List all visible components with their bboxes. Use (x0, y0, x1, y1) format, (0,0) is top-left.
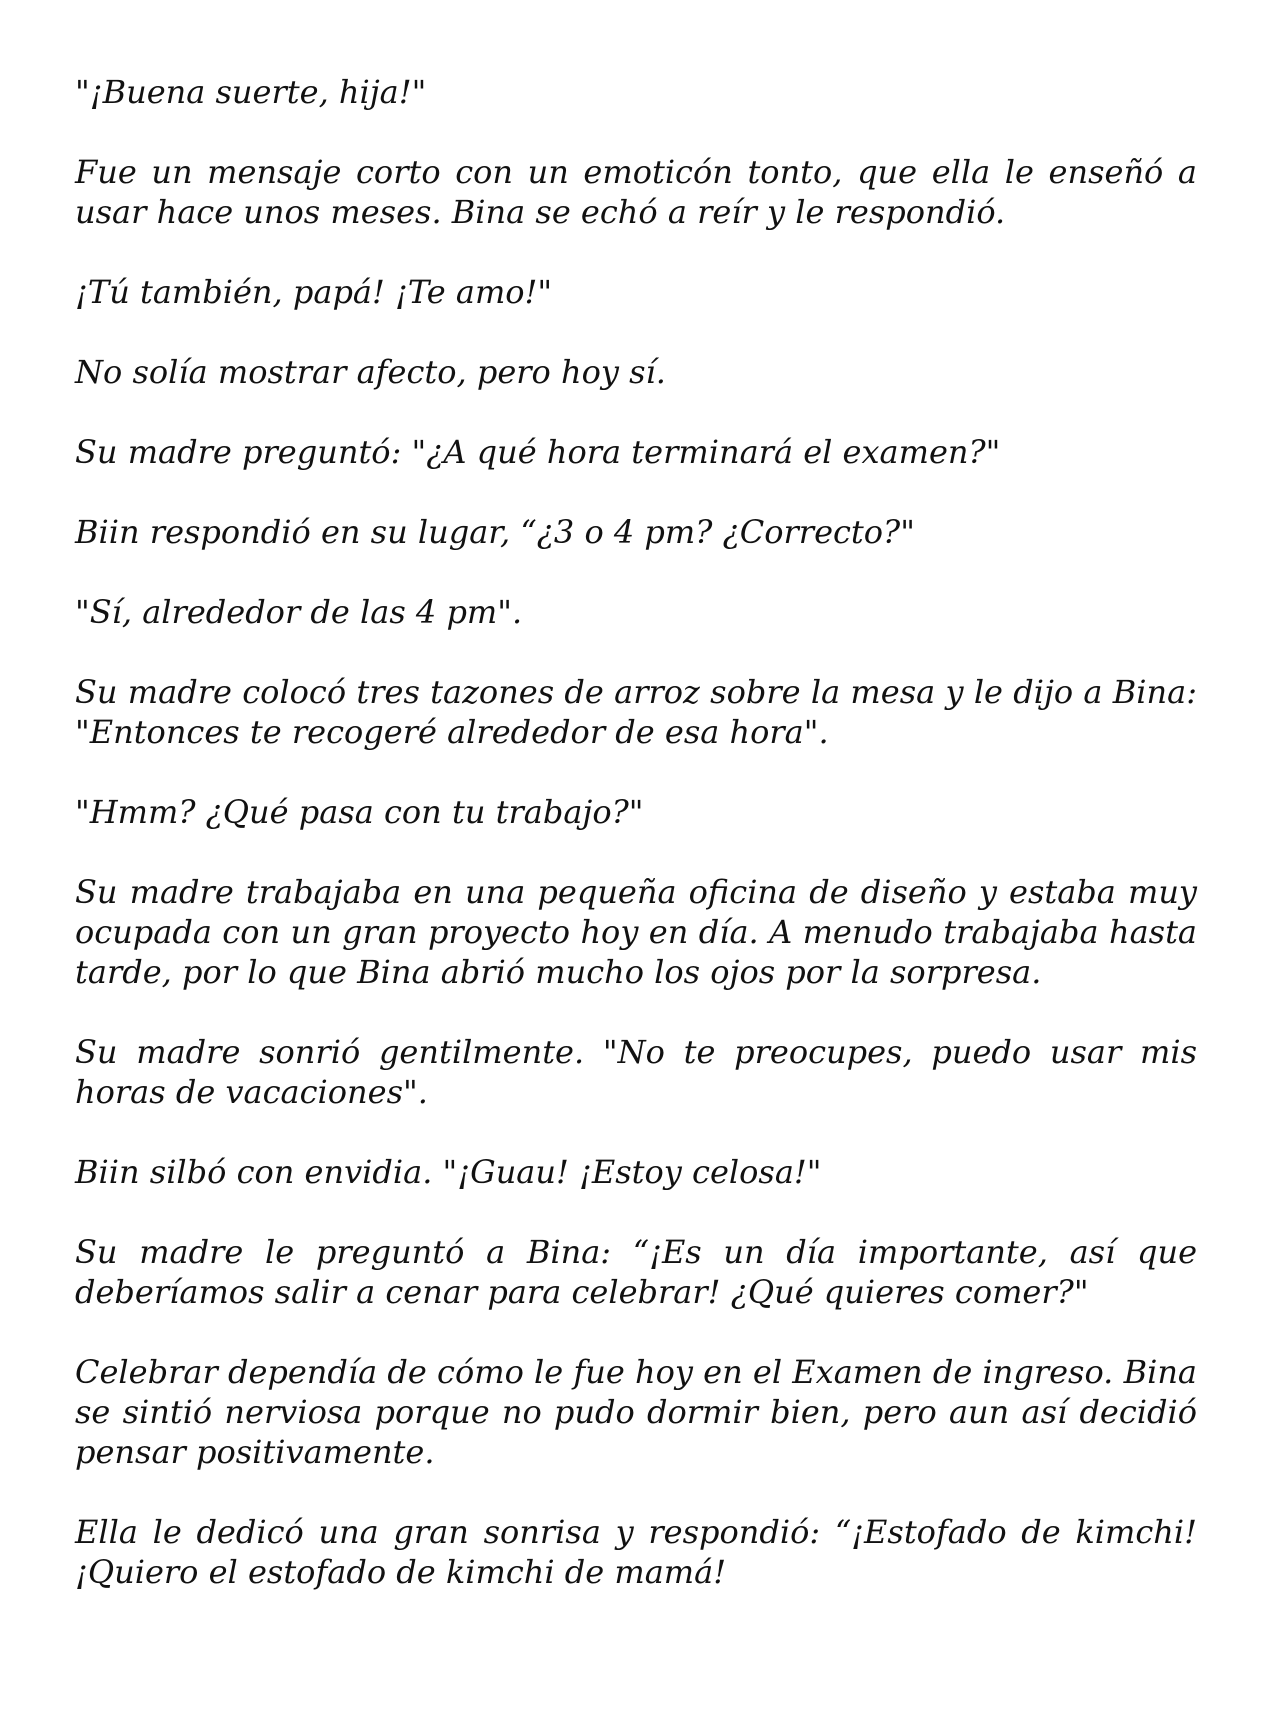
paragraph-1: "¡Buena suerte, hija!" (75, 73, 427, 111)
paragraph-11: Su madre sonrió gentilmente. "No te preocupes, puedo usar mis horas de vacaciones". (75, 1033, 1197, 1111)
paragraph-7: "Sí, alrededor de las 4 pm". (75, 593, 523, 631)
paragraph-4: No solía mostrar afecto, pero hoy sí. (75, 353, 666, 391)
paragraph-14: Celebrar dependía de cómo le fue hoy en el Examen de ingreso. Bina se sintió nerviosa porque no pudo dormir bien, pero aun así decidió pensar positivamente. (75, 1353, 1197, 1471)
paragraph-2: Fue un mensaje corto con un emoticón tonto, que ella le enseñó a usar hace unos meses. Bina se echó a reír y le respondió. (75, 153, 1197, 231)
paragraph-9: "Hmm? ¿Qué pasa con tu trabajo?" (75, 793, 644, 831)
paragraph-5: Su madre preguntó: "¿A qué hora terminará el examen?" (75, 433, 1001, 471)
paragraph-13: Su madre le preguntó a Bina: “¡Es un día importante, así que deberíamos salir a cenar para celebrar! ¿Qué quieres comer?" (75, 1233, 1197, 1311)
paragraph-3: ¡Tú también, papá! ¡Te amo!" (75, 273, 553, 311)
paragraph-15: Ella le dedicó una gran sonrisa y respondió: “¡Estofado de kimchi! ¡Quiero el estofado de kimchi de mamá! (75, 1513, 1197, 1591)
paragraph-10: Su madre trabajaba en una pequeña oficina de diseño y estaba muy ocupada con un gran proyecto hoy en día. A menudo trabajaba hasta tarde, por lo que Bina abrió mucho los ojos por la sorpresa. (75, 873, 1197, 991)
paragraph-8: Su madre colocó tres tazones de arroz sobre la mesa y le dijo a Bina: "Entonces te recogeré alrededor de esa hora". (75, 673, 1197, 751)
document-page (75, 72, 1197, 1632)
paragraph-12: Biin silbó con envidia. "¡Guau! ¡Estoy celosa!" (75, 1153, 822, 1191)
paragraph-6: Biin respondió en su lugar, “¿3 o 4 pm? ¿Correcto?" (75, 513, 915, 551)
